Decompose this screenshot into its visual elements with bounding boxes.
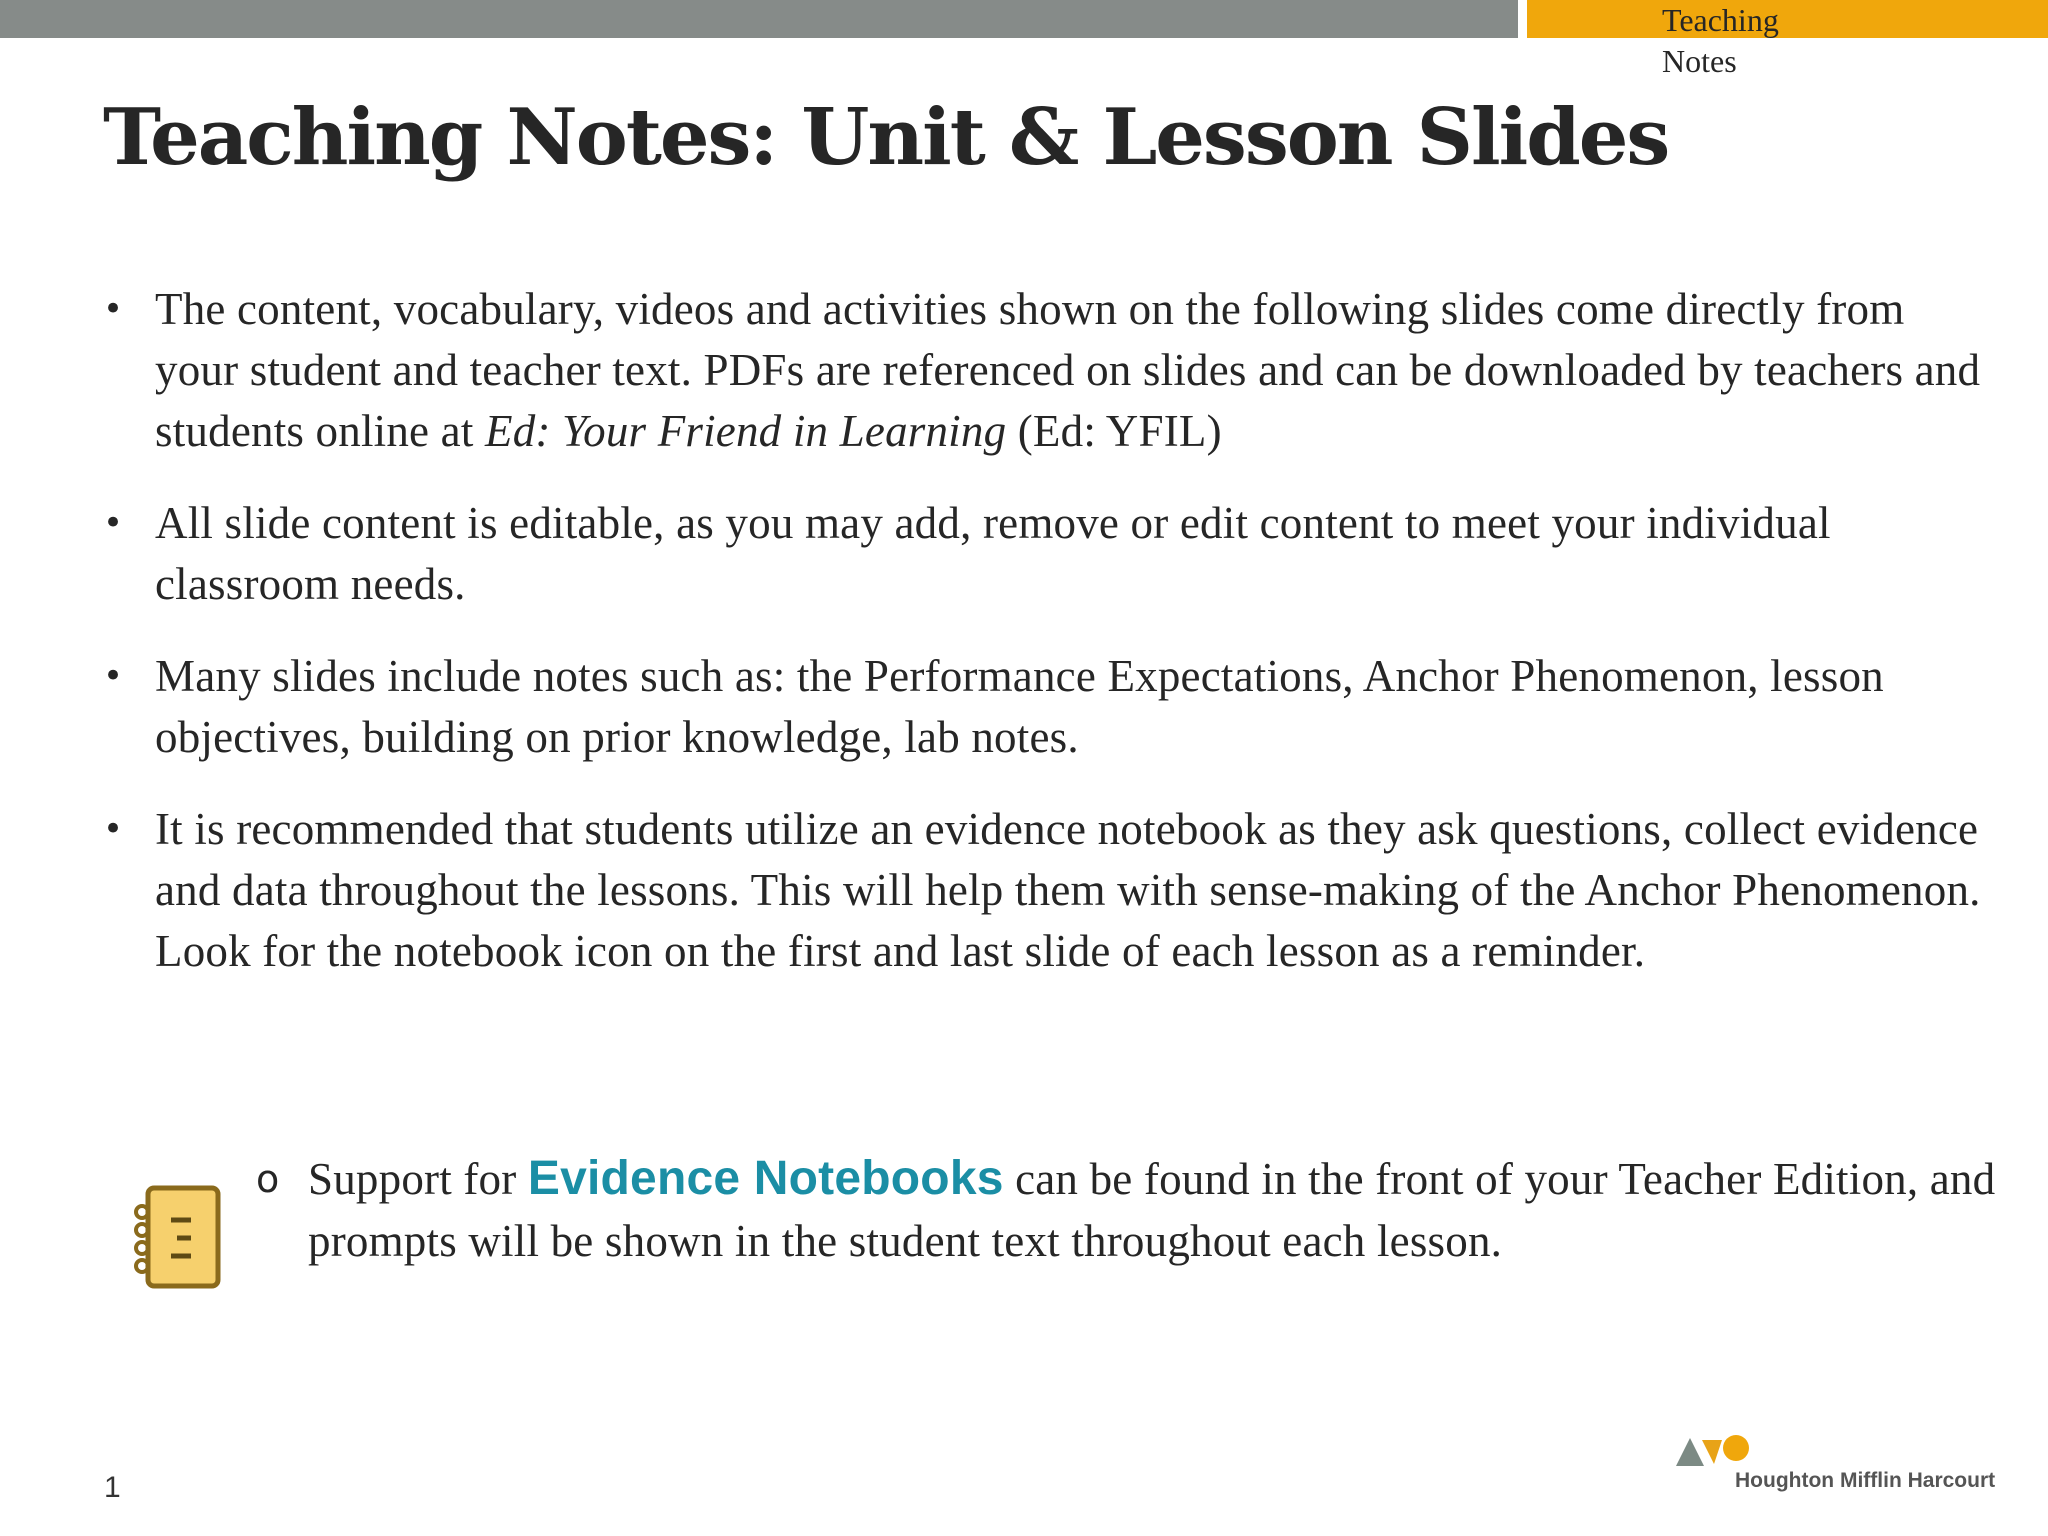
bullet-text: All slide content is editable, as you may add, remove or edit content to meet your individual classroom needs. xyxy=(155,498,1831,609)
page-number: 1 xyxy=(104,1471,121,1504)
bullet-item xyxy=(103,279,1993,462)
bullet-text-part: (Ed: YFIL) xyxy=(1006,406,1222,456)
sub-bullet-text xyxy=(256,1148,1996,1272)
sub-bullet-marker: o xyxy=(256,1157,280,1201)
publisher-name: Houghton Mifflin Harcourt xyxy=(1735,1469,1996,1492)
bullet-text-part: The content, vocabulary, videos and activities shown on the following slides come directly from your student and teacher text. PDFs are referenced on slides and can be downloaded by teachers and students online at xyxy=(155,284,1981,456)
hmh-logo xyxy=(1670,1430,2010,1500)
header-bar xyxy=(0,0,1518,38)
notebook-icon xyxy=(128,1184,228,1294)
hmh-logo-icon xyxy=(1672,1432,1768,1468)
ed-yfil-title: Ed: Your Friend in Learning xyxy=(485,406,1007,456)
sub-bullet-text-part: Support for xyxy=(308,1154,528,1204)
section-tag-label: Teaching Notes xyxy=(1662,2,1779,79)
sub-bullet xyxy=(256,1148,1996,1272)
bullet-item xyxy=(103,799,1993,982)
slide-title: Teaching Notes: Unit & Lesson Slides xyxy=(103,92,1669,183)
bullet-text xyxy=(155,284,1980,456)
bullet-text: Many slides include notes such as: the Performance Expectations, Anchor Phenomenon, lesson objectives, building on prior knowledge, lab notes. xyxy=(155,651,1884,762)
bullet-dot-icon: • xyxy=(103,656,124,696)
evidence-notebooks-highlight: Evidence Notebooks xyxy=(527,1152,1004,1205)
bullet-text: It is recommended that students utilize an evidence notebook as they ask questions, collect evidence and data throughout the lessons. This will help them with sense-making of the Anchor Phenomenon. Look for the notebook icon on the first and last slide of each lesson as a reminder. xyxy=(155,804,1981,976)
bullet-list xyxy=(103,279,1993,1013)
bullet-dot-icon: • xyxy=(103,809,124,849)
bullet-item xyxy=(103,493,1993,615)
sub-bullet-text-part: can be found in the front of your Teacher Edition, and prompts will be shown in the student text throughout each lesson. xyxy=(308,1154,1996,1266)
bullet-dot-icon: • xyxy=(103,289,124,329)
bullet-dot-icon: • xyxy=(103,503,124,543)
bullet-item xyxy=(103,646,1993,768)
